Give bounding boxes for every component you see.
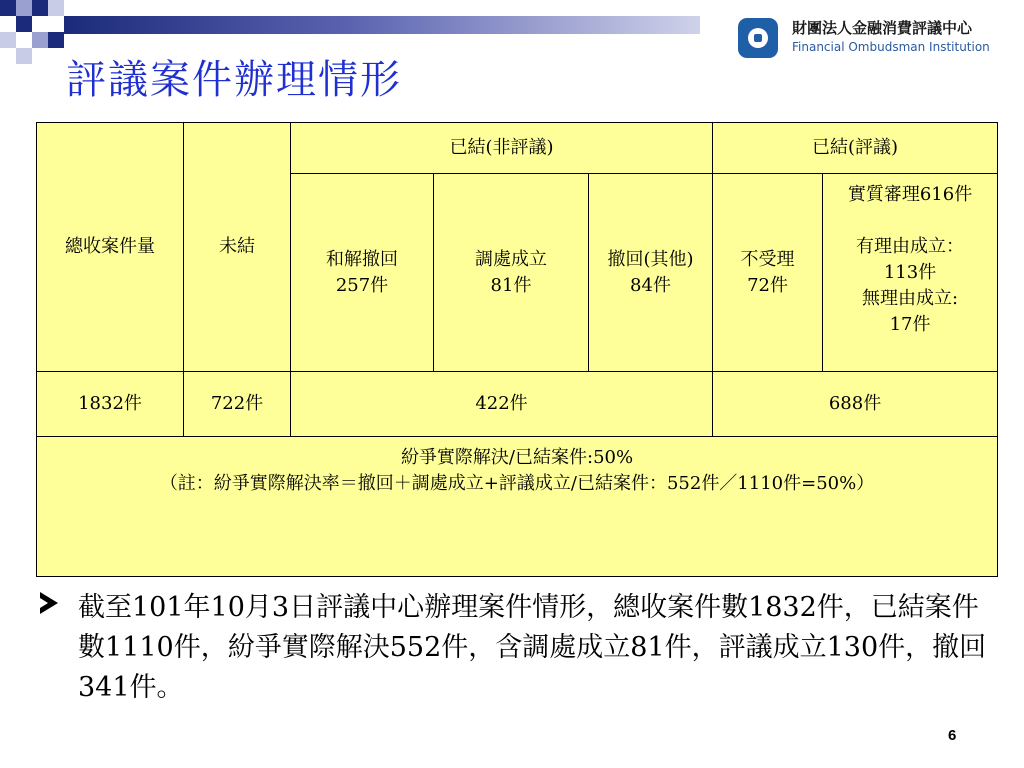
decor-square [16,0,32,16]
decor-square [16,16,32,32]
justified-value: 113件 [883,262,937,283]
unjustified-value: 17件 [889,314,931,335]
cell-settle-withdraw [291,174,434,372]
summary-bullet [40,588,990,708]
decor-square [16,48,32,64]
not-accepted-label: 不受理 [740,248,795,270]
title-decor-bar [64,16,700,34]
cell-substantive-review [823,174,998,372]
withdraw-other-label: 撤回(其他) [607,248,694,270]
header-closed-review: 已結(評議) [713,123,998,174]
decor-square [48,32,64,48]
cell-mediation [434,174,589,372]
resolution-rate-cell [37,437,998,577]
decor-square [48,0,64,16]
header-closed-non-review: 已結(非評議) [291,123,713,174]
closed-review-value: 688件 [713,372,998,437]
case-statistics-table [36,122,998,577]
page-number: 6 [948,727,957,744]
slide-title: 評議案件辦理情形 [66,57,402,103]
resolution-summary: 紛爭實際解決/已結案件:50% [400,447,634,468]
summary-bullet-text: 截至101年10月3日評議中心辦理案件情形，總收案件數1832件，已結案件數1110件，紛爭實際解決552件，含調處成立81件，評議成立130件，撤回341件。 [78,592,987,703]
total-cases-value: 1832件 [37,372,184,437]
mediation-label: 調處成立 [475,248,547,270]
decor-square [32,32,48,48]
decor-square [0,0,16,16]
pending-value: 722件 [184,372,291,437]
settle-withdraw-value: 257件 [335,274,389,296]
resolution-note: （註：紛爭實際解決率＝撤回＋調處成立+評議成立/已結案件：552件／1110件=50%） [159,473,875,494]
decor-square [32,0,48,16]
decor-square [0,32,16,48]
justified-label: 有理由成立： [856,236,965,257]
settle-withdraw-label: 和解撤回 [326,248,398,270]
unjustified-label: 無理由成立: [861,288,959,309]
header-pending: 未結 [184,123,291,372]
cell-not-accepted [713,174,823,372]
header-total-cases: 總收案件量 [37,123,184,372]
cell-withdraw-other [589,174,713,372]
arrow-bullet-icon [40,592,58,614]
logo-name-en: Financial Ombudsman Institution [792,40,990,54]
not-accepted-value: 72件 [747,274,788,296]
logo-name-zh: 財團法人金融消費評議中心 [792,19,973,37]
substantive-review-label: 實質審理616件 [847,184,973,205]
withdraw-other-value: 84件 [630,274,671,296]
mediation-value: 81件 [490,274,532,296]
closed-non-review-value: 422件 [291,372,713,437]
logo-mark-icon [738,18,778,58]
institution-logo [738,16,998,60]
